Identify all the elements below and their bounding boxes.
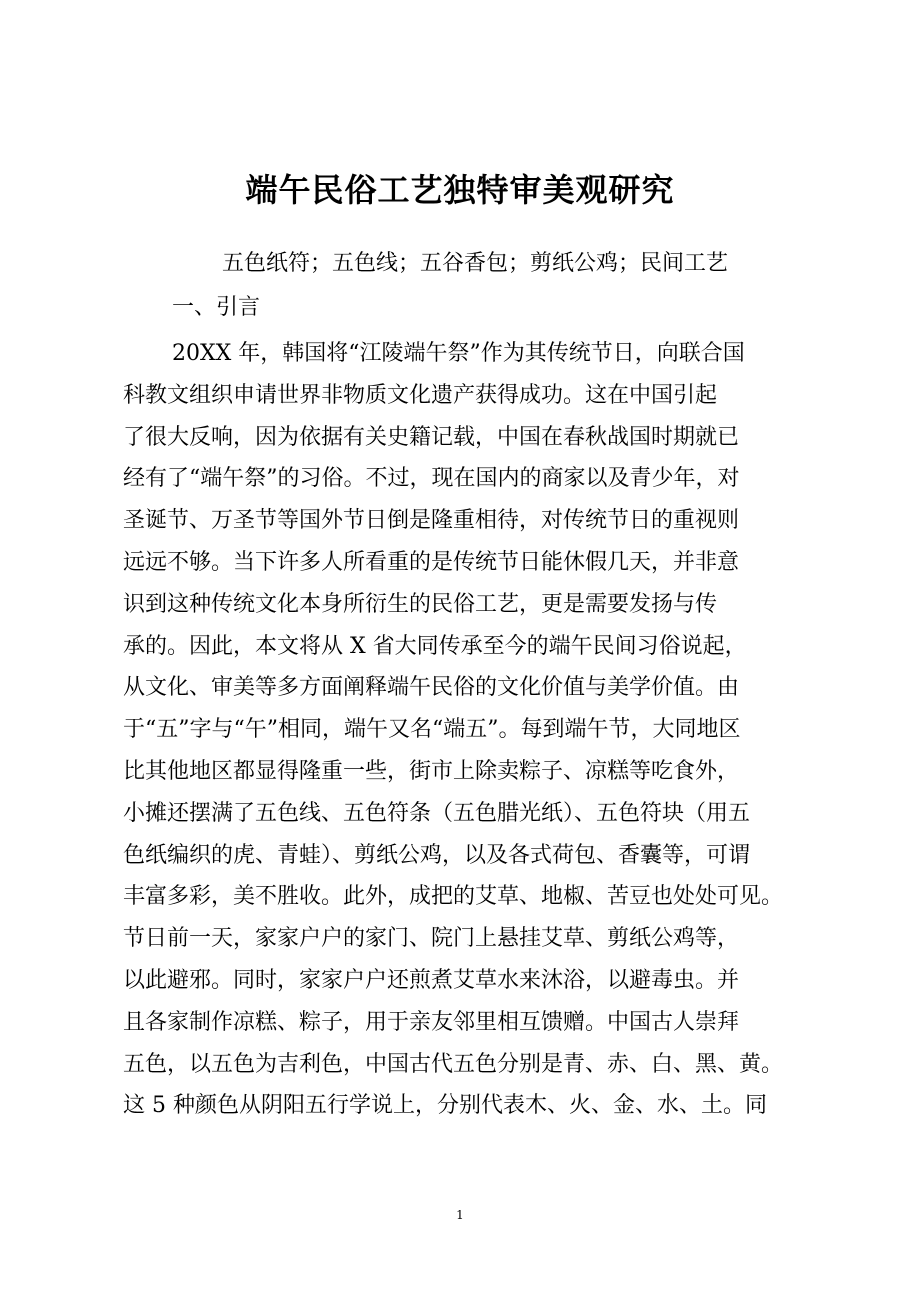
paragraph-line: 经有了“端午祭”的习俗。不过，现在国内的商家以及青少年，对 [123,466,740,492]
section-heading: 一、引言 [172,295,261,320]
paragraph-line: 且各家制作凉糕、粽子，用于亲友邻里相互馈赠。中国古人崇拜 [123,1009,740,1035]
paragraph-line: 节日前一天，家家户户的家门、院门上悬挂艾草、剪纸公鸡等， [123,926,740,952]
paragraph-line: 丰富多彩，美不胜收。此外，成把的艾草、地椒、苦豆也处处可见。 [123,884,784,910]
paragraph-line: 科教文组织申请世界非物质文化遗产获得成功。这在中国引起 [123,382,718,408]
paragraph-line: 比其他地区都显得隆重一些，街市上除卖粽子、凉糕等吃食外， [123,758,740,784]
paragraph-line: 圣诞节、万圣节等国外节日倒是隆重相待，对传统节日的重视则 [123,508,740,534]
paragraph-line: 识到这种传统文化本身所衍生的民俗工艺，更是需要发扬与传 [123,591,718,617]
paragraph-line: 小摊还摆满了五色线、五色符条（五色腊光纸）、五色符块（用五 [123,800,751,826]
paragraph-line: 以此避邪。同时，家家户户还煎煮艾草水来沐浴，以避毒虫。并 [123,967,740,993]
paragraph-line: 20XX 年，韩国将“江陵端午祭”作为其传统节日，向联合国 [172,341,745,366]
page-number: 1 [456,1208,464,1222]
paragraph-line: 这 5 种颜色从阴阳五行学说上，分别代表木、火、金、水、土。同 [123,1093,767,1119]
paragraph-line: 于“五”字与“午”相同，端午又名“端五”。每到端午节，大同地区 [123,717,741,743]
paragraph-line: 远远不够。当下许多人所看重的是传统节日能休假几天，并非意 [123,549,740,575]
paragraph-line: 承的。因此，本文将从 X 省大同传承至今的端午民间习俗说起， [123,633,747,659]
body-paragraph [123,333,823,1127]
keywords-line: 五色纸符；五色线；五谷香包；剪纸公鸡；民间工艺 [222,251,729,276]
paragraph-line: 从文化、审美等多方面阐释端午民俗的文化价值与美学价值。由 [123,675,740,701]
paragraph-line: 了很大反响，因为依据有关史籍记载，中国在春秋战国时期就已 [123,424,740,450]
paragraph-line: 五色，以五色为吉利色，中国古代五色分别是青、赤、白、黑、黄。 [123,1051,784,1077]
paragraph-line: 色纸编织的虎、青蛙）、剪纸公鸡，以及各式荷包、香囊等，可谓 [123,842,751,868]
document-title: 端午民俗工艺独特审美观研究 [245,171,675,209]
